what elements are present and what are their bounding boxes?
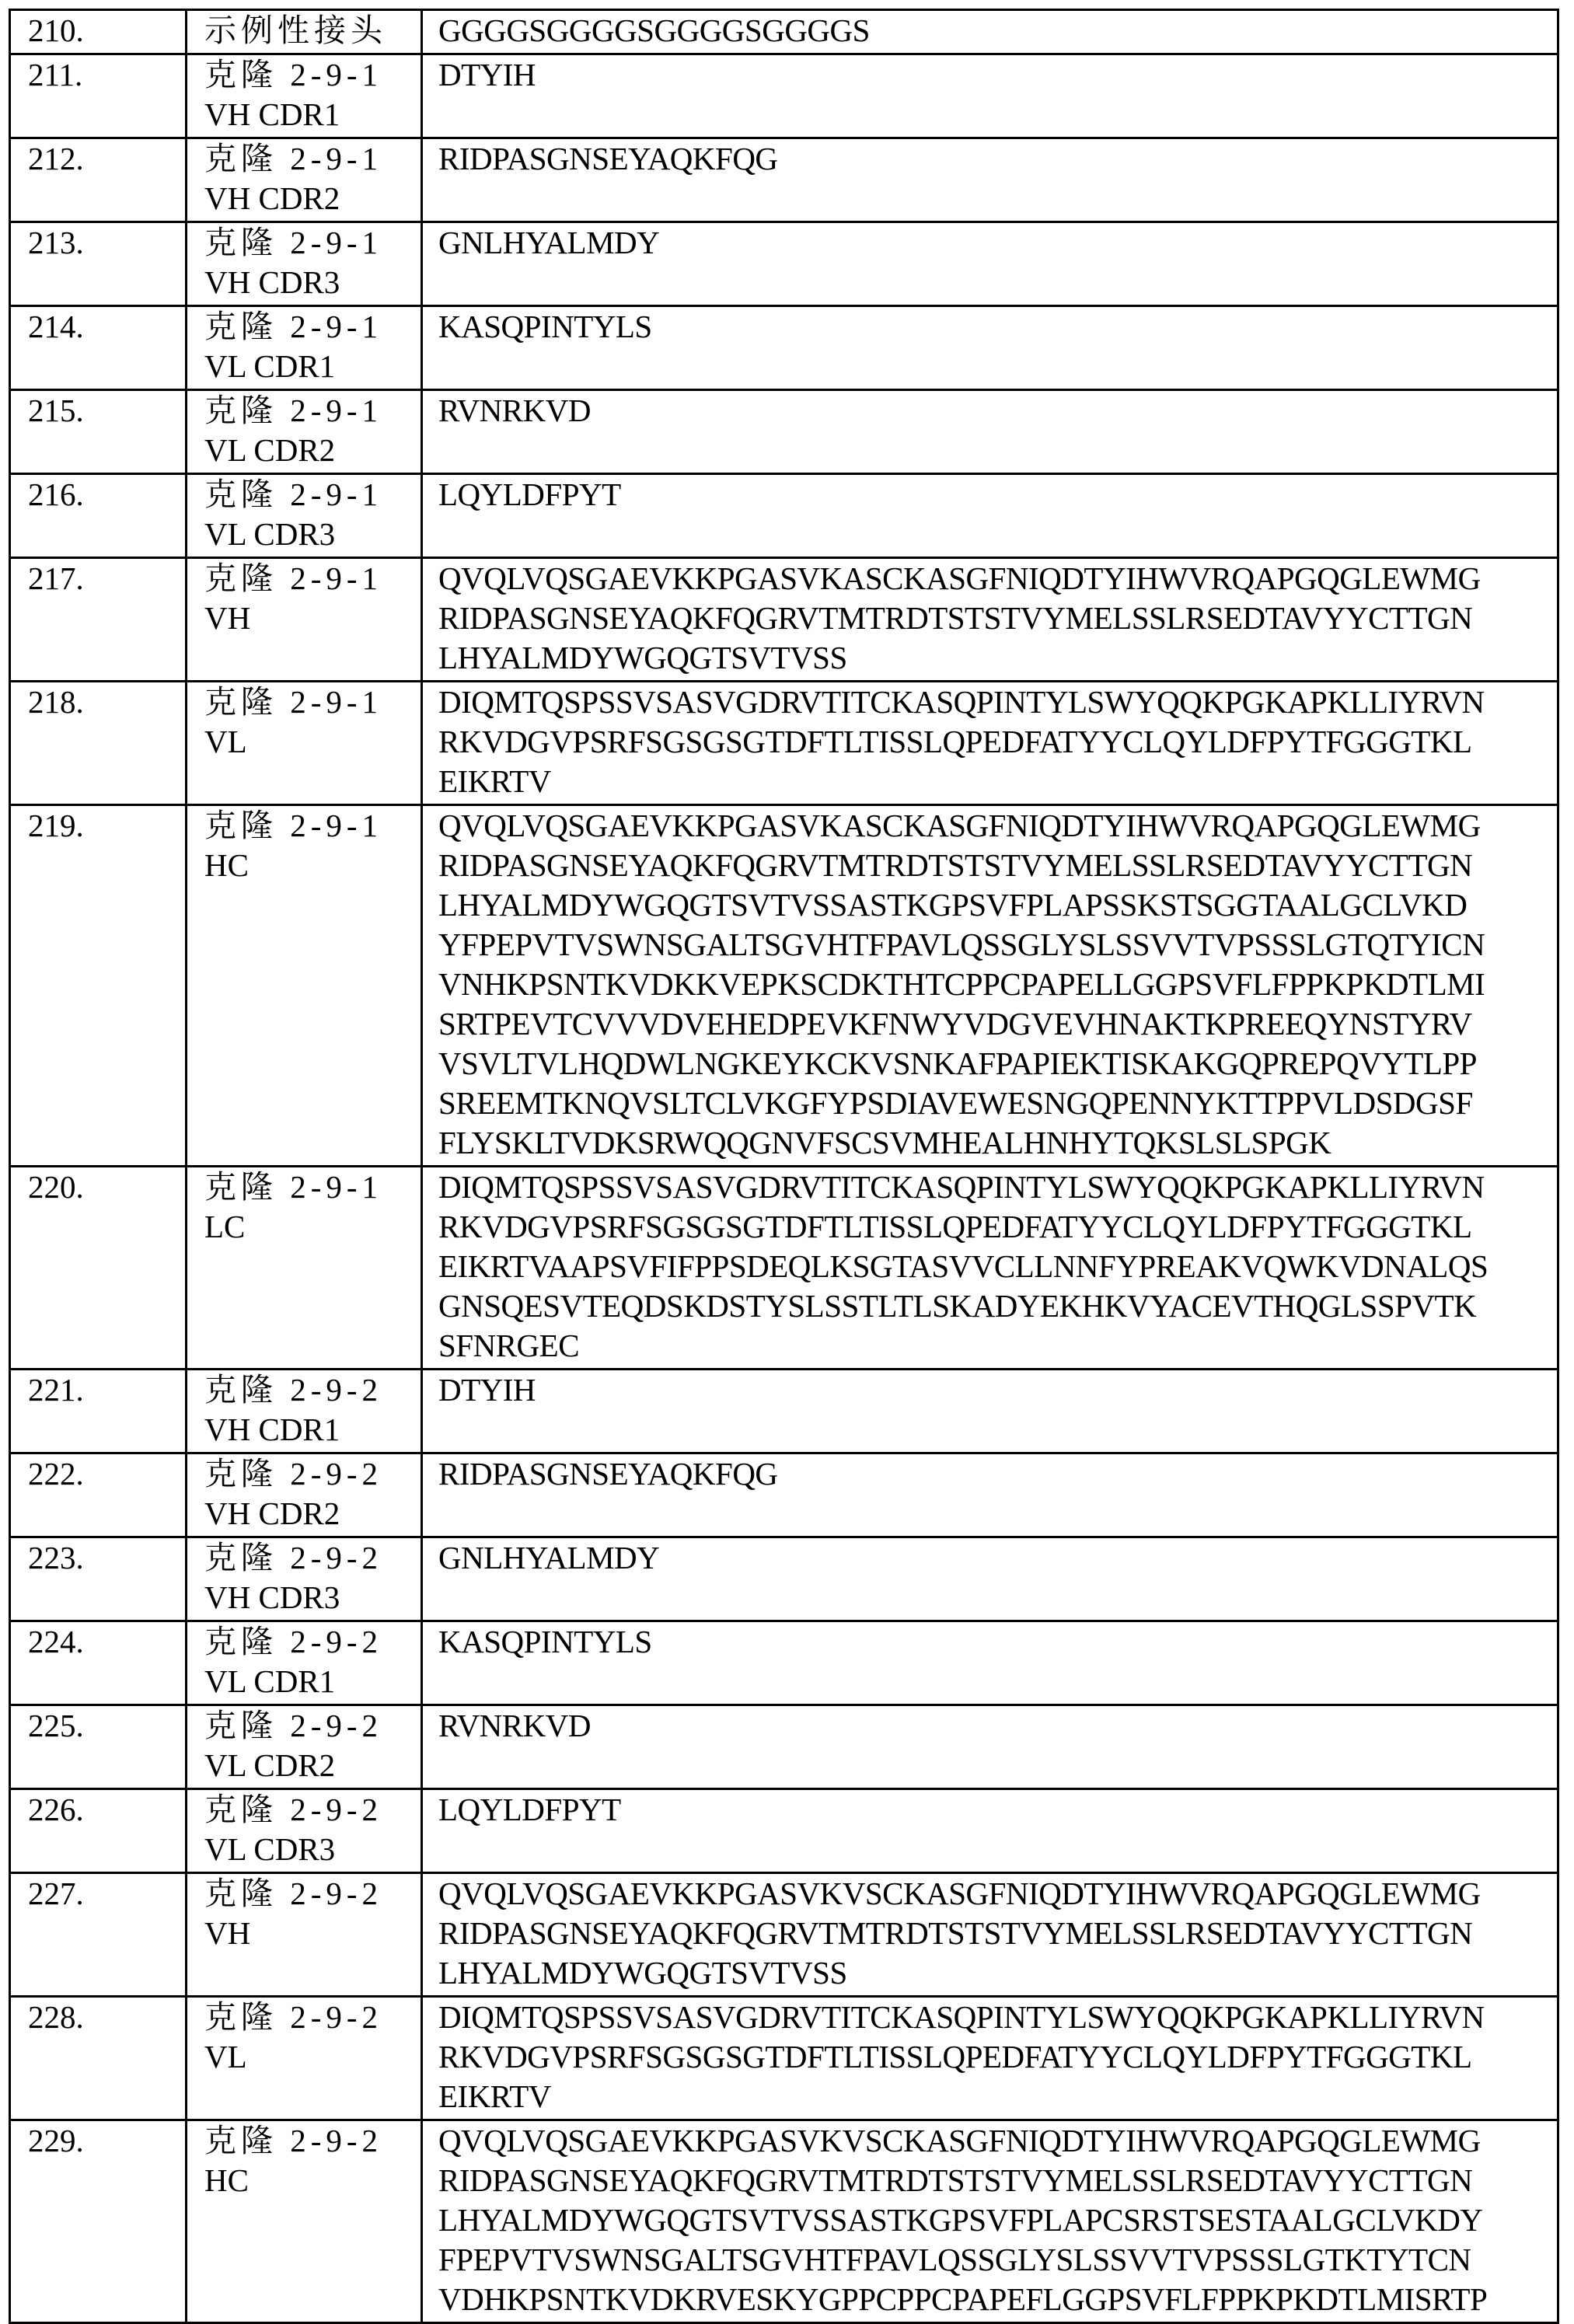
seq-id-cell bbox=[10, 1453, 187, 1537]
table-row bbox=[10, 1621, 1558, 1705]
region-label: VH CDR1 bbox=[204, 1411, 340, 1447]
seq-id-cell bbox=[10, 10, 187, 54]
sequence-line: DIQMTQSPSSVSASVGDRVTITCKASQPINTYLSWYQQKPGKAPKLLIYRVN bbox=[438, 1999, 1485, 2035]
seq-id-cell bbox=[10, 1370, 187, 1453]
sequence-line: RIDPASGNSEYAQKFQG bbox=[438, 1456, 778, 1492]
sequence-cell bbox=[422, 1537, 1558, 1621]
clone-name: 克隆 2-9-2 bbox=[204, 2123, 383, 2158]
region-label: HC bbox=[204, 2162, 249, 2198]
description-cell bbox=[187, 10, 422, 54]
sequence-cell bbox=[422, 1873, 1558, 1997]
seq-id: 213. bbox=[28, 225, 84, 260]
table-row bbox=[10, 138, 1558, 222]
sequence-cell bbox=[422, 1789, 1558, 1873]
sequence-line: VNHKPSNTKVDKKVEPKSCDKTHTCPPCPAPELLGGPSVFLFPPKPKDTLMI bbox=[438, 966, 1485, 1002]
seq-id: 225. bbox=[28, 1708, 84, 1743]
clone-name: 克隆 2-9-1 bbox=[204, 141, 383, 176]
sequence-cell bbox=[422, 222, 1558, 306]
table-row bbox=[10, 306, 1558, 390]
table-row bbox=[10, 1167, 1558, 1370]
sequence-line: VDHKPSNTKVDKRVESKYGPPCPPCPAPEFLGGPSVFLFPPKPKDTLMISRTP bbox=[438, 2281, 1488, 2317]
sequence-line: SRTPEVTCVVVDVEHEDPEVKFNWYVDGVEVHNAKTKPREEQYNSTYRV bbox=[438, 1006, 1472, 1042]
clone-name: 克隆 2-9-1 bbox=[204, 225, 383, 260]
sequence-cell bbox=[422, 1997, 1558, 2120]
seq-id-cell bbox=[10, 805, 187, 1167]
description-cell bbox=[187, 805, 422, 1167]
sequence-line: LQYLDFPYT bbox=[438, 476, 621, 512]
sequence-line: DIQMTQSPSSVSASVGDRVTITCKASQPINTYLSWYQQKPGKAPKLLIYRVN bbox=[438, 1169, 1485, 1205]
region-label: VL CDR2 bbox=[204, 1747, 336, 1783]
description-cell bbox=[187, 138, 422, 222]
sequence-line: LHYALMDYWGQGTSVTVSSASTKGPSVFPLAPSSKSTSGGTAALGCLVKD bbox=[438, 887, 1468, 923]
sequence-line: RIDPASGNSEYAQKFQGRVTMTRDTSTSTVYMELSSLRSEDTAVYYCTTGN bbox=[438, 1915, 1473, 1951]
description-cell bbox=[187, 1537, 422, 1621]
seq-id-cell bbox=[10, 1621, 187, 1705]
sequence-line: FPEPVTVSWNSGALTSGVHTFPAVLQSSGLYSLSSVVTVPSSSLGTKTYTCN bbox=[438, 2242, 1471, 2277]
seq-id: 215. bbox=[28, 393, 84, 428]
seq-id: 210. bbox=[28, 12, 84, 48]
table-row bbox=[10, 222, 1558, 306]
table-row bbox=[10, 1997, 1558, 2120]
seq-id-cell bbox=[10, 1789, 187, 1873]
sequence-line: RKVDGVPSRFSGSGSGTDFTLTISSLQPEDFATYYCLQYLDFPYTFGGGTKL bbox=[438, 724, 1472, 759]
sequence-cell bbox=[422, 1621, 1558, 1705]
sequence-cell bbox=[422, 138, 1558, 222]
clone-name: 克隆 2-9-2 bbox=[204, 1624, 383, 1659]
seq-id-cell bbox=[10, 1873, 187, 1997]
sequence-line: DIQMTQSPSSVSASVGDRVTITCKASQPINTYLSWYQQKPGKAPKLLIYRVN bbox=[438, 684, 1485, 720]
seq-id: 217. bbox=[28, 560, 84, 596]
seq-id-cell bbox=[10, 1537, 187, 1621]
seq-id: 221. bbox=[28, 1372, 84, 1408]
clone-name: 克隆 2-9-2 bbox=[204, 1999, 383, 2035]
sequence-line: EIKRTV bbox=[438, 2078, 551, 2114]
seq-id-cell bbox=[10, 54, 187, 138]
table-row bbox=[10, 682, 1558, 805]
sequence-line: DTYIH bbox=[438, 1372, 536, 1408]
seq-id: 229. bbox=[28, 2123, 84, 2158]
seq-id-cell bbox=[10, 558, 187, 682]
sequence-line: RKVDGVPSRFSGSGSGTDFTLTISSLQPEDFATYYCLQYLDFPYTFGGGTKL bbox=[438, 1209, 1472, 1244]
region-label: VL CDR3 bbox=[204, 516, 336, 552]
sequence-line: RIDPASGNSEYAQKFQGRVTMTRDTSTSTVYMELSSLRSEDTAVYYCTTGN bbox=[438, 2162, 1473, 2198]
seq-id-cell bbox=[10, 1997, 187, 2120]
description-cell bbox=[187, 2120, 422, 2323]
sequence-cell bbox=[422, 474, 1558, 558]
clone-name: 克隆 2-9-2 bbox=[204, 1456, 383, 1492]
seq-id: 222. bbox=[28, 1456, 84, 1492]
sequence-line: SREEMTKNQVSLTCLVKGFYPSDIAVEWESNGQPENNYKTTPPVLDSDGSF bbox=[438, 1085, 1473, 1121]
table-row bbox=[10, 1705, 1558, 1789]
description-cell bbox=[187, 54, 422, 138]
seq-id: 228. bbox=[28, 1999, 84, 2035]
sequence-cell bbox=[422, 1167, 1558, 1370]
sequence-line: YFPEPVTVSWNSGALTSGVHTFPAVLQSSGLYSLSSVVTVPSSSLGTQTYICN bbox=[438, 926, 1485, 962]
clone-name: 克隆 2-9-2 bbox=[204, 1372, 383, 1408]
clone-name: 克隆 2-9-2 bbox=[204, 1792, 383, 1827]
table-row bbox=[10, 1453, 1558, 1537]
region-label: VL CDR1 bbox=[204, 348, 336, 384]
region-label: VH CDR3 bbox=[204, 1579, 340, 1615]
sequence-line: RVNRKVD bbox=[438, 393, 591, 428]
sequence-cell bbox=[422, 1453, 1558, 1537]
seq-id: 212. bbox=[28, 141, 84, 176]
clone-name: 克隆 2-9-1 bbox=[204, 393, 383, 428]
sequence-table-body bbox=[10, 10, 1558, 2323]
sequence-cell bbox=[422, 682, 1558, 805]
sequence-line: RKVDGVPSRFSGSGSGTDFTLTISSLQPEDFATYYCLQYLDFPYTFGGGTKL bbox=[438, 2039, 1472, 2075]
sequence-line: DTYIH bbox=[438, 57, 536, 92]
table-row bbox=[10, 1873, 1558, 1997]
region-label: VL bbox=[204, 2039, 247, 2075]
region-label: VL CDR3 bbox=[204, 1831, 336, 1867]
clone-name: 克隆 2-9-1 bbox=[204, 808, 383, 843]
sequence-line: LHYALMDYWGQGTSVTVSS bbox=[438, 1955, 847, 1991]
region-label: HC bbox=[204, 847, 249, 883]
table-row bbox=[10, 1789, 1558, 1873]
sequence-line: GNLHYALMDY bbox=[438, 225, 660, 260]
seq-id: 214. bbox=[28, 309, 84, 344]
sequence-line: QVQLVQSGAEVKKPGASVKVSCKASGFNIQDTYIHWVRQAPGQGLEWMG bbox=[438, 1876, 1481, 1911]
region-label: VL CDR2 bbox=[204, 432, 336, 468]
table-row bbox=[10, 558, 1558, 682]
table-row bbox=[10, 1370, 1558, 1453]
sequence-line: RIDPASGNSEYAQKFQG bbox=[438, 141, 778, 176]
description-cell bbox=[187, 306, 422, 390]
description-cell bbox=[187, 1997, 422, 2120]
seq-id-cell bbox=[10, 474, 187, 558]
description-cell bbox=[187, 1705, 422, 1789]
seq-id-cell bbox=[10, 306, 187, 390]
seq-id-cell bbox=[10, 2120, 187, 2323]
clone-name: 克隆 2-9-1 bbox=[204, 684, 383, 720]
sequence-line: QVQLVQSGAEVKKPGASVKASCKASGFNIQDTYIHWVRQAPGQGLEWMG bbox=[438, 560, 1481, 596]
seq-id: 226. bbox=[28, 1792, 84, 1827]
sequence-line: GNLHYALMDY bbox=[438, 1540, 660, 1576]
clone-name: 克隆 2-9-1 bbox=[204, 57, 383, 92]
sequence-line: LHYALMDYWGQGTSVTVSS bbox=[438, 640, 847, 675]
clone-name: 克隆 2-9-2 bbox=[204, 1708, 383, 1743]
sequence-line: LQYLDFPYT bbox=[438, 1792, 621, 1827]
description-cell bbox=[187, 1789, 422, 1873]
sequence-line: QVQLVQSGAEVKKPGASVKASCKASGFNIQDTYIHWVRQAPGQGLEWMG bbox=[438, 808, 1481, 843]
sequence-line: KASQPINTYLS bbox=[438, 1624, 652, 1659]
sequence-cell bbox=[422, 306, 1558, 390]
seq-id-cell bbox=[10, 138, 187, 222]
sequence-line: GNSQESVTEQDSKDSTYSLSSTLTLSKADYEKHKVYACEVTHQGLSSPVTK bbox=[438, 1288, 1477, 1324]
sequence-cell bbox=[422, 10, 1558, 54]
clone-name: 克隆 2-9-2 bbox=[204, 1540, 383, 1576]
description-cell bbox=[187, 474, 422, 558]
description-cell bbox=[187, 1873, 422, 1997]
table-row bbox=[10, 474, 1558, 558]
sequence-cell bbox=[422, 1705, 1558, 1789]
sequence-line: EIKRTV bbox=[438, 763, 551, 799]
sequence-line: RIDPASGNSEYAQKFQGRVTMTRDTSTSTVYMELSSLRSEDTAVYYCTTGN bbox=[438, 600, 1473, 636]
description-cell bbox=[187, 682, 422, 805]
sequence-cell bbox=[422, 805, 1558, 1167]
clone-name: 克隆 2-9-1 bbox=[204, 1169, 383, 1205]
table-row bbox=[10, 805, 1558, 1167]
table-row bbox=[10, 54, 1558, 138]
table-row bbox=[10, 390, 1558, 474]
region-label: VH CDR2 bbox=[204, 1495, 340, 1531]
sequence-line: SFNRGEC bbox=[438, 1328, 580, 1363]
table-row bbox=[10, 10, 1558, 54]
sequence-line: RIDPASGNSEYAQKFQGRVTMTRDTSTSTVYMELSSLRSEDTAVYYCTTGN bbox=[438, 847, 1473, 883]
seq-id: 218. bbox=[28, 684, 84, 720]
clone-name: 克隆 2-9-1 bbox=[204, 309, 383, 344]
description-cell bbox=[187, 558, 422, 682]
sequence-line: EIKRTVAAPSVFIFPPSDEQLKSGTASVVCLLNNFYPREAKVQWKVDNALQS bbox=[438, 1248, 1488, 1284]
description-cell bbox=[187, 1370, 422, 1453]
seq-id: 224. bbox=[28, 1624, 84, 1659]
sequence-line: KASQPINTYLS bbox=[438, 309, 652, 344]
region-label: LC bbox=[204, 1209, 246, 1244]
seq-id: 219. bbox=[28, 808, 84, 843]
sequence-line: QVQLVQSGAEVKKPGASVKVSCKASGFNIQDTYIHWVRQAPGQGLEWMG bbox=[438, 2123, 1481, 2158]
description-cell bbox=[187, 222, 422, 306]
seq-id: 220. bbox=[28, 1169, 84, 1205]
table-row bbox=[10, 1537, 1558, 1621]
seq-id-cell bbox=[10, 682, 187, 805]
clone-name: 克隆 2-9-1 bbox=[204, 476, 383, 512]
region-label: VH CDR3 bbox=[204, 264, 340, 300]
region-label: VL bbox=[204, 724, 247, 759]
sequence-cell bbox=[422, 54, 1558, 138]
sequence-line: GGGGSGGGGSGGGGSGGGGS bbox=[438, 12, 870, 48]
clone-name: 克隆 2-9-1 bbox=[204, 560, 383, 596]
region-label: VL CDR1 bbox=[204, 1663, 336, 1699]
sequence-cell bbox=[422, 390, 1558, 474]
region-label: VH bbox=[204, 600, 251, 636]
sequence-cell bbox=[422, 1370, 1558, 1453]
sequence-line: RVNRKVD bbox=[438, 1708, 591, 1743]
description-cell bbox=[187, 1621, 422, 1705]
seq-id: 227. bbox=[28, 1876, 84, 1911]
table-row bbox=[10, 2120, 1558, 2323]
description-cell bbox=[187, 1167, 422, 1370]
region-label: VH CDR2 bbox=[204, 180, 340, 216]
sequence-table bbox=[9, 9, 1559, 2324]
clone-name: 示例性接头 bbox=[204, 12, 387, 48]
sequence-line: LHYALMDYWGQGTSVTVSSASTKGPSVFPLAPCSRSTSESTAALGCLVKDY bbox=[438, 2202, 1483, 2238]
clone-name: 克隆 2-9-2 bbox=[204, 1876, 383, 1911]
region-label: VH bbox=[204, 1915, 251, 1951]
seq-id-cell bbox=[10, 1167, 187, 1370]
seq-id-cell bbox=[10, 390, 187, 474]
seq-id: 216. bbox=[28, 476, 84, 512]
sequence-cell bbox=[422, 558, 1558, 682]
region-label: VH CDR1 bbox=[204, 96, 340, 132]
description-cell bbox=[187, 1453, 422, 1537]
seq-id: 211. bbox=[28, 57, 83, 92]
sequence-cell bbox=[422, 2120, 1558, 2323]
sequence-line: VSVLTVLHQDWLNGKEYKCKVSNKAFPAPIEKTISKAKGQPREPQVYTLPP bbox=[438, 1045, 1477, 1081]
seq-id-cell bbox=[10, 1705, 187, 1789]
description-cell bbox=[187, 390, 422, 474]
seq-id-cell bbox=[10, 222, 187, 306]
sequence-line: FLYSKLTVDKSRWQQGNVFSCSVMHEALHNHYTQKSLSLSPGK bbox=[438, 1125, 1331, 1160]
seq-id: 223. bbox=[28, 1540, 84, 1576]
